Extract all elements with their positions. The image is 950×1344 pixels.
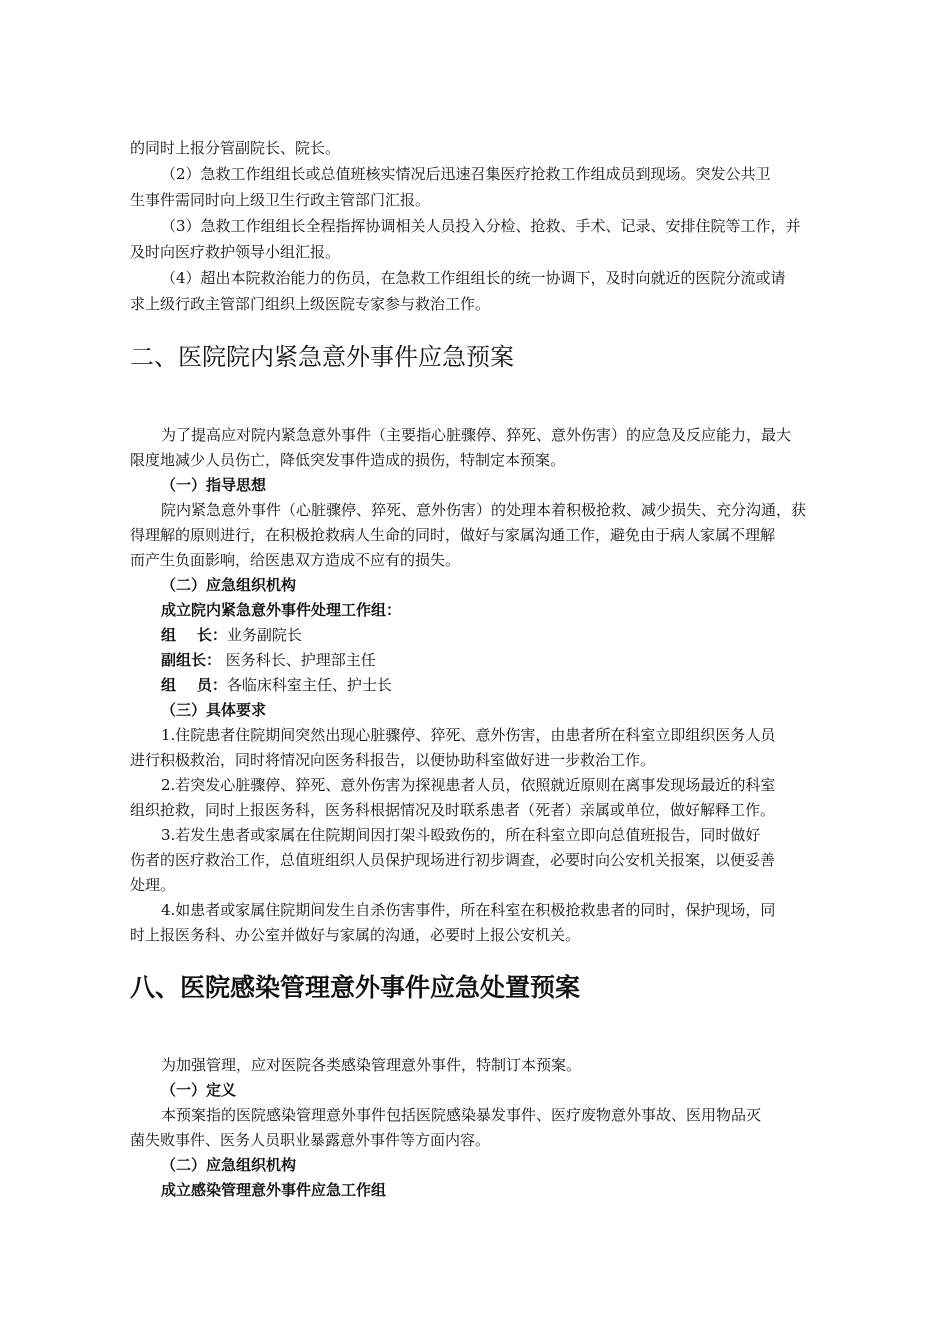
org-role-value: 医务科长、护理部主任 — [221, 651, 376, 669]
paragraph-line: 1.住院患者住院期间突然出现心脏骤停、猝死、意外伤害，由患者所在科室立即组织医务人员 — [161, 726, 776, 744]
org-role-value: 业务副院长 — [226, 626, 302, 644]
subsection-heading: （二）应急组织机构 — [161, 576, 297, 594]
paragraph-line: 限度地减少人员伤亡，降低突发事件造成的损伤，特制定本预案。 — [130, 451, 566, 469]
paragraph-line: 的同时上报分管副院长、院长。 — [130, 139, 341, 157]
subsection-heading: （三）具体要求 — [161, 701, 267, 719]
org-title: 成立感染管理意外事件应急工作组 — [161, 1181, 387, 1199]
paragraph-line: 时上报医务科、办公室并做好与家属的沟通，必要时上报公安机关。 — [130, 926, 581, 944]
paragraph-line: 院内紧急意外事件（心脏骤停、猝死、意外伤害）的处理本着积极抢救、减少损失、充分沟通，获 — [161, 501, 807, 519]
subsection-heading: （一）定义 — [161, 1081, 237, 1099]
subsection-heading: （二）应急组织机构 — [161, 1156, 297, 1174]
org-row-deputy — [161, 647, 831, 673]
section-heading: 八、医院感染管理意外事件应急处置预案 — [130, 973, 581, 1002]
paragraph-line: 4.如患者或家属住院期间发生自杀伤害事件，所在科室在积极抢救患者的同时，保护现场，同 — [161, 901, 776, 919]
org-role-label: 组 员： — [161, 676, 227, 694]
paragraph-line: 得理解的原则进行，在积极抢救病人生命的同时，做好与家属沟通工作，避免由于病人家属不理解 — [130, 526, 776, 544]
paragraph-line: 本预案指的医院感染管理意外事件包括医院感染暴发事件、医疗废物意外事故、医用物品灭 — [161, 1106, 762, 1124]
paragraph-line: 菌失败事件、医务人员职业暴露意外事件等方面内容。 — [130, 1131, 491, 1149]
org-role-label: 副组长： — [161, 651, 222, 669]
paragraph-line: 组织抢救，同时上报医务科，医务科根据情况及时联系患者（死者）亲属或单位，做好解释工作。 — [130, 801, 776, 819]
paragraph-line: （3）急救工作组组长全程指挥协调相关人员投入分检、抢救、手术、记录、安排住院等工作，并 — [161, 217, 801, 235]
paragraph-line: （4）超出本院救治能力的伤员，在急救工作组组长的统一协调下，及时向就近的医院分流或请 — [161, 269, 786, 287]
paragraph-line: 而产生负面影响，给医患双方造成不应有的损失。 — [130, 551, 461, 569]
paragraph-line: 为了提高应对院内紧急意外事件（主要指心脏骤停、猝死、意外伤害）的应急及反应能力，最大 — [161, 426, 792, 444]
subsection-heading: （一）指导思想 — [161, 476, 267, 494]
org-role-label: 组 长： — [161, 626, 227, 644]
paragraph-line: 生事件需同时向上级卫生行政主管部门汇报。 — [130, 191, 431, 209]
paragraph-line: 进行积极救治，同时将情况向医务科报告，以便协助科室做好进一步救治工作。 — [130, 751, 656, 769]
paragraph-line: 3.若发生患者或家属在住院期间因打架斗殴致伤的，所在科室立即向总值班报告，同时做好 — [161, 826, 761, 844]
paragraph-line: 及时向医疗救护领导小组汇报。 — [130, 243, 341, 261]
paragraph-line: 伤者的医疗救治工作，总值班组织人员保护现场进行初步调查，必要时向公安机关报案，以便妥善 — [130, 851, 776, 869]
org-role-value: 各临床科室主任、护士长 — [226, 676, 392, 694]
paragraph-line: （2）急救工作组组长或总值班核实情况后迅速召集医疗抢救工作组成员到现场。突发公共卫 — [161, 165, 771, 183]
paragraph-line: 求上级行政主管部门组织上级医院专家参与救治工作。 — [130, 295, 491, 313]
org-row-member — [161, 672, 831, 698]
org-title: 成立院内紧急意外事件处理工作组： — [161, 601, 402, 619]
paragraph-line: 2.若突发心脏骤停、猝死、意外伤害为探视患者人员，依照就近原则在离事发现场最近的科室 — [161, 776, 776, 794]
org-row-leader — [161, 622, 831, 648]
paragraph-line: 为加强管理，应对医院各类感染管理意外事件，特制订本预案。 — [161, 1056, 582, 1074]
section-heading: 二、医院院内紧急意外事件应急预案 — [130, 343, 514, 371]
paragraph-line: 处理。 — [130, 876, 176, 894]
